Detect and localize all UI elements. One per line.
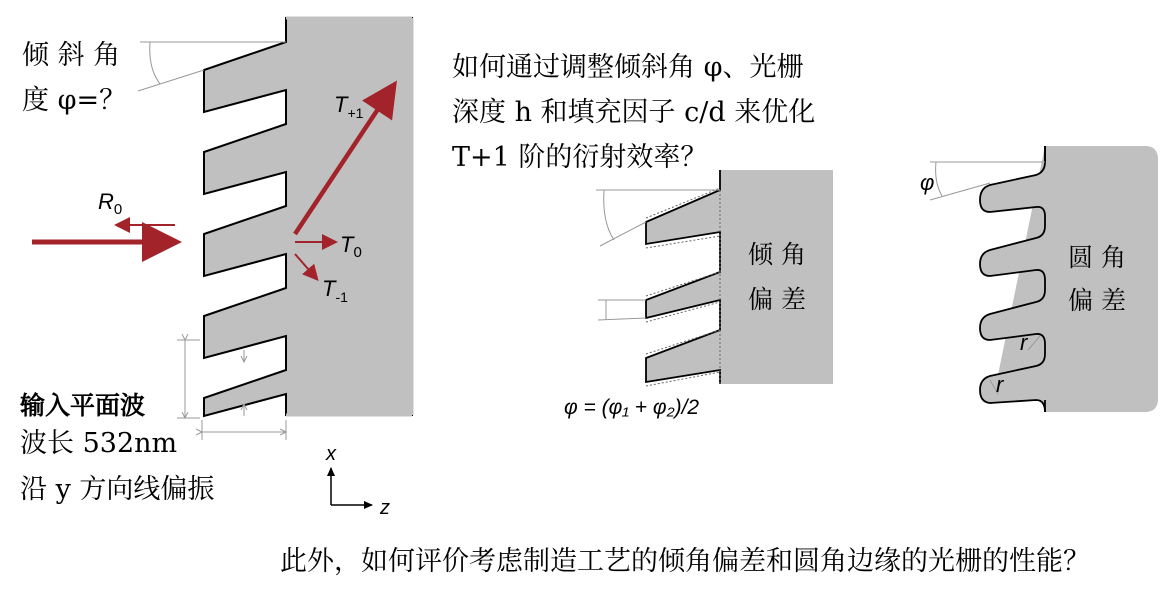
tilt-question-line1: 倾 斜 角 <box>22 40 121 71</box>
tilt-question-line2: 度 φ=？ <box>22 85 127 116</box>
label-t-plus1: $T_{+1}$ <box>334 92 364 121</box>
depth-dimension <box>202 420 286 440</box>
wavelength-text: 波长 532nm <box>20 428 178 459</box>
radius-label-1: r <box>1020 330 1028 355</box>
tilt-deviation-label-line2: 偏 差 <box>748 285 806 314</box>
rounded-label-line2: 偏 差 <box>1068 286 1126 315</box>
tilt-formula: φ = (φ₁ + φ₂)/2 <box>564 396 700 419</box>
label-t0: $T_0$ <box>340 232 362 261</box>
polarization-text: 沿 y 方向线偏振 <box>20 474 215 505</box>
axis-z-label: z <box>380 497 390 519</box>
label-t-minus1: $T_{-1}$ <box>322 276 348 305</box>
rounded-corner-grating <box>980 146 1158 412</box>
bottom-question: 此外，如何评价考虑制造工艺的倾角偏差和圆角边缘的光栅的性能？ <box>280 546 1090 577</box>
question-line2: 深度 h 和填充因子 c/d 来优化 <box>452 97 816 128</box>
tilt-deviation-grating <box>646 170 833 386</box>
radius-label-2: r <box>996 372 1004 397</box>
axis-x-label: x <box>326 443 336 465</box>
input-wave-title: 输入平面波 <box>20 391 146 420</box>
coordinate-axes <box>325 443 390 519</box>
tilt-deviation-label-line1: 倾 角 <box>748 240 806 269</box>
period-dimension <box>177 340 200 418</box>
rounded-phi-label: φ <box>920 170 935 195</box>
question-line1: 如何通过调整倾斜角 φ、光栅 <box>452 52 804 83</box>
label-r0: $R_0$ <box>98 189 123 218</box>
rounded-label-line1: 圆 角 <box>1068 243 1126 272</box>
question-line3: T+1 阶的衍射效率？ <box>452 142 708 173</box>
